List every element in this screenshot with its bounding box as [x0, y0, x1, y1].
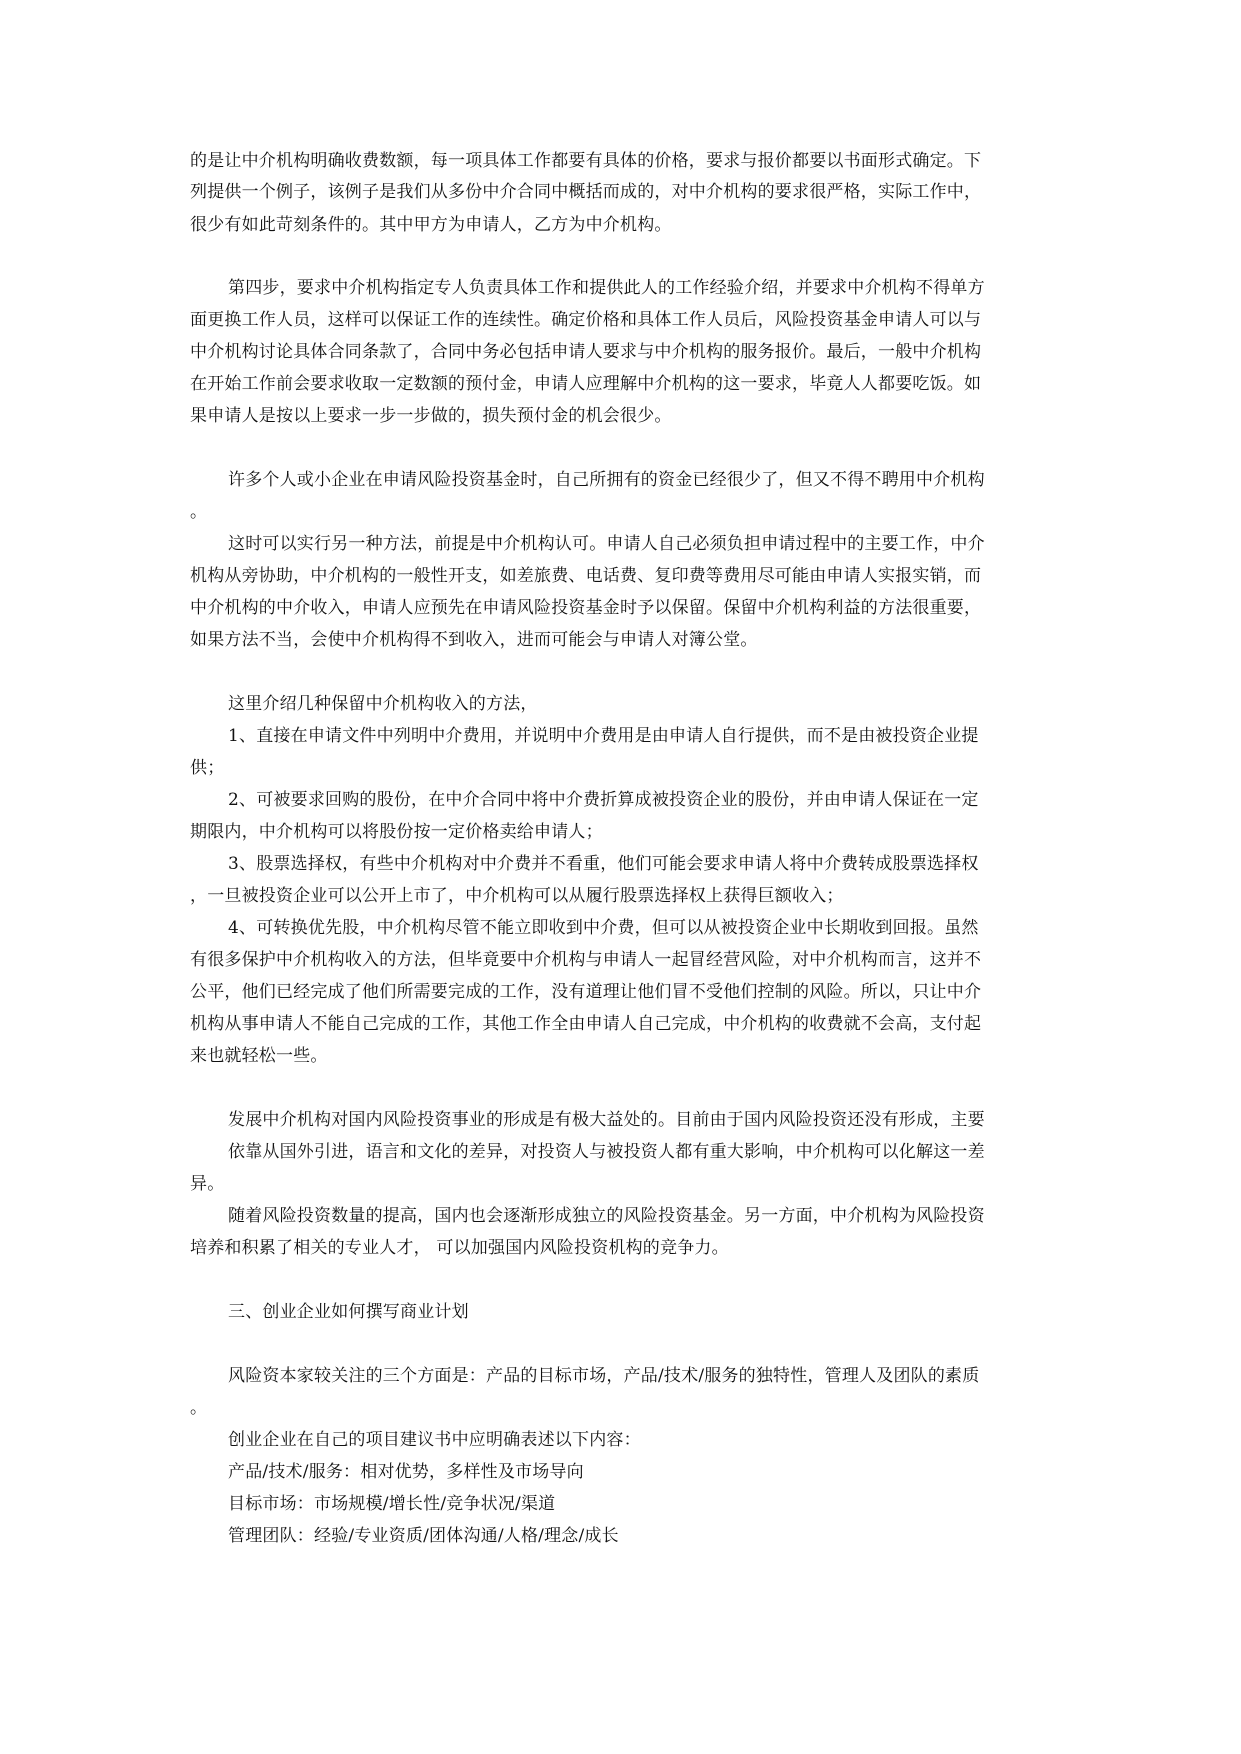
- text-line: 的是让中介机构明确收费数额，每一项具体工作都要有具体的价格，要求与报价都要以书面形式确定。下: [190, 151, 982, 171]
- text-line: 期限内，中介机构可以将股份按一定价格卖给申请人；: [190, 822, 603, 842]
- text-line: 异。: [190, 1174, 225, 1194]
- text-line: 创业企业在自己的项目建议书中应明确表述以下内容：: [228, 1430, 641, 1450]
- text-line: 机构从事申请人不能自己完成的工作，其他工作全由申请人自己完成，中介机构的收费就不会高，支付起: [190, 1014, 982, 1034]
- text-line: ，一旦被投资企业可以公开上市了，中介机构可以从履行股票选择权上获得巨额收入；: [190, 886, 844, 906]
- text-line: 中介机构讨论具体合同条款了，合同中务必包括申请人要求与中介机构的服务报价。最后，一般中介机构: [190, 342, 982, 362]
- text-line: 第四步，要求中介机构指定专人负责具体工作和提供此人的工作经验介绍，并要求中介机构不得单方: [228, 278, 985, 298]
- text-line: 公平，他们已经完成了他们所需要完成的工作，没有道理让他们冒不受他们控制的风险。所以，只让中介: [190, 982, 982, 1002]
- text-line: 供；: [190, 758, 225, 778]
- text-line: 很少有如此苛刻条件的。其中甲方为申请人，乙方为中介机构。: [190, 215, 672, 235]
- text-line: 风险资本家较关注的三个方面是：产品的目标市场，产品/技术/服务的独特性，管理人及团队的素质: [228, 1366, 980, 1386]
- text-line: 中介机构的中介收入，申请人应预先在申请风险投资基金时予以保留。保留中介机构利益的方法很重要，: [190, 598, 982, 618]
- text-line: 有很多保护中介机构收入的方法，但毕竟要中介机构与申请人一起冒经营风险，对中介机构而言，这并不: [190, 950, 982, 970]
- text-line: 来也就轻松一些。: [190, 1046, 328, 1066]
- list-item: 目标市场：市场规模/增长性/竞争状况/渠道: [228, 1494, 556, 1514]
- text-line: 列提供一个例子，该例子是我们从多份中介合同中概括而成的，对中介机构的要求很严格，实际工作中，: [190, 182, 982, 202]
- text-line: 发展中介机构对国内风险投资事业的形成是有极大益处的。目前由于国内风险投资还没有形成，主要: [228, 1110, 985, 1130]
- text-line: 许多个人或小企业在申请风险投资基金时，自己所拥有的资金已经很少了，但又不得不聘用中介机构: [228, 470, 985, 490]
- list-item: 3、股票选择权，有些中介机构对中介费并不看重，他们可能会要求申请人将中介费转成股票选择权: [228, 854, 979, 874]
- text-line: 如果方法不当，会使中介机构得不到收入，进而可能会与申请人对簿公堂。: [190, 630, 758, 650]
- text-line: 这时可以实行另一种方法，前提是中介机构认可。申请人自己必须负担申请过程中的主要工作，中介: [228, 534, 985, 554]
- list-item: 2、可被要求回购的股份，在中介合同中将中介费折算成被投资企业的股份，并由申请人保证在一定: [228, 790, 979, 810]
- text-line: 。: [190, 502, 208, 522]
- text-line: 在开始工作前会要求收取一定数额的预付金，申请人应理解中介机构的这一要求，毕竟人人都要吃饭。如: [190, 374, 982, 394]
- list-item: 1、直接在申请文件中列明中介费用，并说明中介费用是由申请人自行提供，而不是由被投资企业提: [228, 726, 979, 746]
- text-line: 面更换工作人员，这样可以保证工作的连续性。确定价格和具体工作人员后，风险投资基金申请人可以与: [190, 310, 982, 330]
- text-line: 随着风险投资数量的提高，国内也会逐渐形成独立的风险投资基金。另一方面，中介机构为风险投资: [228, 1206, 985, 1226]
- text-line: 。: [190, 1398, 208, 1418]
- text-line: 依靠从国外引进，语言和文化的差异，对投资人与被投资人都有重大影响，中介机构可以化解这一差: [228, 1142, 985, 1162]
- list-item: 管理团队：经验/专业资质/团体沟通/人格/理念/成长: [228, 1526, 619, 1546]
- text-line: 培养和积累了相关的专业人才， 可以加强国内风险投资机构的竞争力。: [190, 1238, 729, 1258]
- text-line: 机构从旁协助，中介机构的一般性开支，如差旅费、电话费、复印费等费用尽可能由申请人实报实销，而: [190, 566, 982, 586]
- list-item: 4、可转换优先股，中介机构尽管不能立即收到中介费，但可以从被投资企业中长期收到回报。虽然: [228, 918, 979, 938]
- list-item: 产品/技术/服务：相对优势，多样性及市场导向: [228, 1462, 584, 1482]
- section-heading: 三、创业企业如何撰写商业计划: [228, 1302, 469, 1322]
- text-line: 这里介绍几种保留中介机构收入的方法，: [228, 694, 538, 714]
- text-line: 果申请人是按以上要求一步一步做的，损失预付金的机会很少。: [190, 406, 672, 426]
